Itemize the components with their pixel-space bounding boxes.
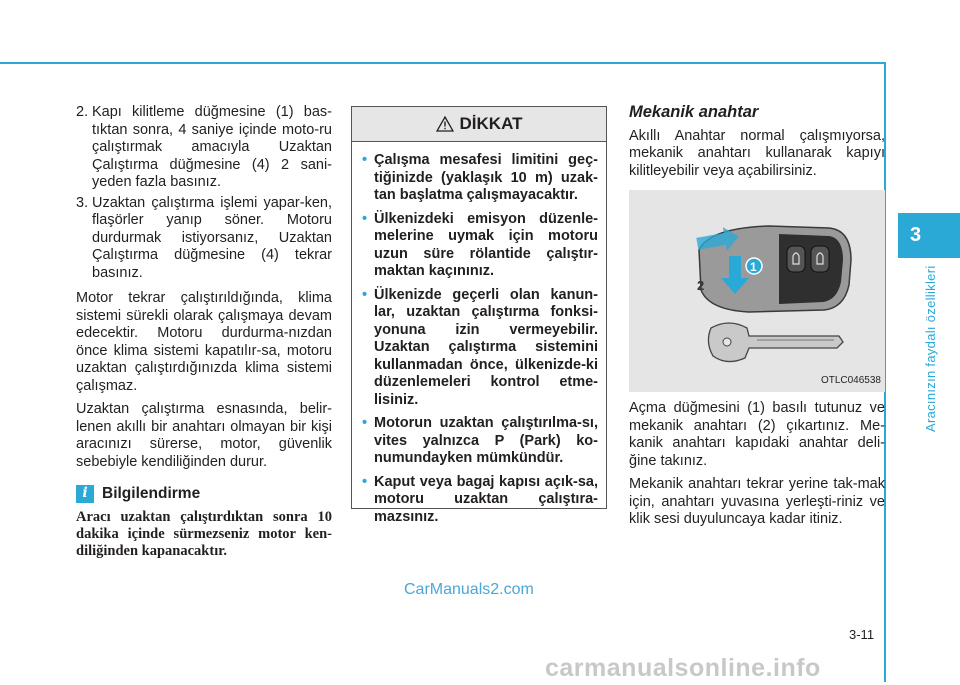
- bullet-icon: •: [362, 473, 368, 490]
- caution-item: [362, 415, 598, 468]
- caution-item: [362, 152, 598, 205]
- left-column: [76, 104, 332, 560]
- list-item: [76, 195, 332, 283]
- chapter-title: Aracınızın faydalı özellikleri: [923, 265, 938, 432]
- info-body: Aracı uzaktan çalıştırdıktan sonra 10 dakika içinde sürmezseniz motor ken-diliğinden kapanacaktır.: [76, 509, 332, 559]
- item-number: 2.: [76, 104, 89, 120]
- paragraph: Akıllı Anahtar normal çalışmıyorsa, mekanik anahtarı kullanarak kapıyı kilitleyebilir veya açabilirsiniz.: [629, 127, 885, 179]
- caution-title: DİKKAT: [459, 114, 523, 133]
- footer-url: carmanualsonline.info: [545, 654, 821, 682]
- right-column: [629, 104, 885, 535]
- caution-list: [352, 142, 606, 526]
- caution-item-text: Kaput veya bagaj kapısı açık-sa, motoru uzaktan çalıştıra-mazsınız.: [374, 473, 598, 525]
- list-item: [76, 104, 332, 192]
- caution-item-text: Ülkenizde geçerli olan kanun-lar, uzaktan çalıştırma fonksi-yonuna izin vermeyebilir. Uzaktan çalıştırma sistemini kullanmadan önce, ülkenizde-ki düzenlemeleri kontrol etme-lisiniz.: [374, 286, 598, 408]
- caution-item: [362, 211, 598, 281]
- key-figure: [629, 190, 885, 392]
- page-number: 3-11: [849, 627, 875, 642]
- paragraph: Açma düğmesini (1) basılı tutunuz ve mekanik anahtarı (2) çıkartınız. Me-kanik anahtarı kapıdaki anahtar deli-ğine takınız.: [629, 400, 885, 469]
- smart-key-illustration: [629, 190, 885, 392]
- chapter-number: 3: [910, 224, 922, 246]
- figure-code: OTLC046538: [820, 374, 881, 386]
- watermark: CarManuals2.com: [404, 581, 534, 598]
- bullet-icon: •: [362, 415, 368, 431]
- caution-box: [351, 106, 607, 525]
- label-1: 1: [750, 260, 757, 274]
- caution-item-text: Ülkenizdeki emisyon düzenle-melerine uymak için motoru uzun süre rölantide çalıştır-maktan kaçınınız.: [374, 210, 598, 279]
- bullet-icon: •: [362, 286, 368, 303]
- label-2: 2: [697, 278, 705, 293]
- warning-triangle-icon: [436, 116, 454, 132]
- caution-item-text: Motorun uzaktan çalıştırılma-sı, vites yalnızca P (Park) ko-numundayken mümkündür.: [374, 415, 598, 466]
- info-header: [76, 485, 332, 503]
- bullet-icon: •: [362, 152, 368, 168]
- caution-item: [362, 287, 598, 410]
- item-number: 3.: [76, 194, 89, 211]
- bullet-icon: •: [362, 210, 368, 227]
- paragraph: Uzaktan çalıştırma esnasında, belir-lenen akıllı bir anahtarı olmayan bir kişi aracınızı sürerse, motor, güvenlik sebebiyle kendiliğinden durur.: [76, 401, 332, 470]
- header-rule: [0, 62, 884, 64]
- caution-item: [362, 474, 598, 527]
- info-icon: i: [76, 485, 94, 503]
- paragraph: Mekanik anahtarı tekrar yerine tak-mak için, anahtarı yuvasına yerleşti-riniz ve klik sesi duyuluncaya kadar itiniz.: [629, 476, 885, 527]
- chapter-tab: [898, 213, 960, 258]
- caution-item-text: Çalışma mesafesi limitini geç-tiğinizde (yaklaşık 10 m) uzak-tan başlatma çalışmayacaktır.: [374, 152, 598, 203]
- caution-header: [352, 107, 606, 142]
- item-text: Uzaktan çalıştırma işlemi yapar-ken, flaşörler yanıp söner. Motoru durdurmak istiyorsanız, Uzaktan Çalıştırma düğmesine (4) tekrar basınız.: [92, 194, 332, 281]
- chapter-side-title: [920, 262, 940, 432]
- section-title: Mekanik anahtar: [629, 103, 759, 121]
- paragraph: Motor tekrar çalıştırıldığında, klima sistemi sürekli olarak çalışmaya devam edecektir. Motoru durdurma-nızdan önce klima sistemi kapatılır-sa, motoru uzaktan çalıştırdığınızda klima sistemi çalışmaz.: [76, 290, 332, 394]
- info-title: Bilgilendirme: [102, 485, 201, 503]
- item-text: Kapı kilitleme düğmesine (1) bas-tıktan sonra, 4 saniye içinde moto-ru çalıştırmak amacıyla Uzaktan Çalıştırma düğmesine (4) 2 sani-yeden fazla basınız.: [92, 104, 332, 190]
